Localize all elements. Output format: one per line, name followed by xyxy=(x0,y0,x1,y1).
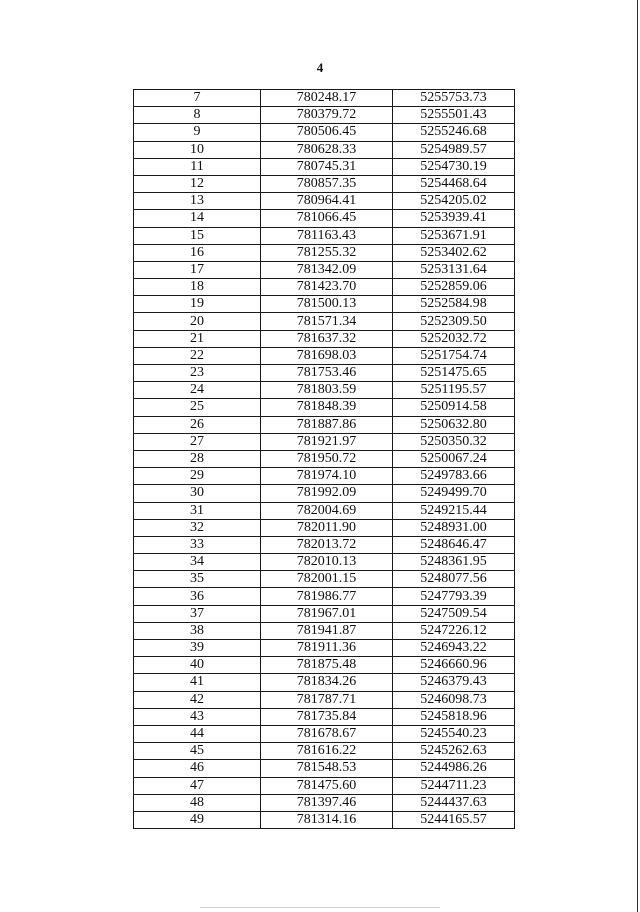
point-number-cell: 22 xyxy=(134,347,261,364)
y-coordinate-cell: 5250632.80 xyxy=(393,416,515,433)
x-coordinate-cell: 781066.45 xyxy=(261,210,393,227)
point-number-cell: 16 xyxy=(134,244,261,261)
y-coordinate-cell: 5251754.74 xyxy=(393,347,515,364)
table-row xyxy=(134,193,515,210)
x-coordinate-cell: 781753.46 xyxy=(261,365,393,382)
y-coordinate-cell: 5252032.72 xyxy=(393,330,515,347)
point-number-cell: 18 xyxy=(134,279,261,296)
point-number-cell: 20 xyxy=(134,313,261,330)
x-coordinate-cell: 782013.72 xyxy=(261,536,393,553)
x-coordinate-cell: 781548.53 xyxy=(261,760,393,777)
y-coordinate-cell: 5255246.68 xyxy=(393,124,515,141)
point-number-cell: 38 xyxy=(134,622,261,639)
point-number-cell: 34 xyxy=(134,554,261,571)
point-number-cell: 33 xyxy=(134,536,261,553)
table-row xyxy=(134,536,515,553)
table-row xyxy=(134,777,515,794)
x-coordinate-cell: 781974.10 xyxy=(261,468,393,485)
x-coordinate-cell: 781500.13 xyxy=(261,296,393,313)
table-row xyxy=(134,468,515,485)
point-number-cell: 10 xyxy=(134,141,261,158)
y-coordinate-cell: 5254730.19 xyxy=(393,158,515,175)
x-coordinate-cell: 781803.59 xyxy=(261,382,393,399)
y-coordinate-cell: 5245818.96 xyxy=(393,708,515,725)
point-number-cell: 44 xyxy=(134,725,261,742)
x-coordinate-cell: 780248.17 xyxy=(261,90,393,107)
table-row xyxy=(134,382,515,399)
x-coordinate-cell: 781698.03 xyxy=(261,347,393,364)
table-row xyxy=(134,347,515,364)
y-coordinate-cell: 5248931.00 xyxy=(393,519,515,536)
y-coordinate-cell: 5249783.66 xyxy=(393,468,515,485)
y-coordinate-cell: 5255753.73 xyxy=(393,90,515,107)
table-row xyxy=(134,107,515,124)
y-coordinate-cell: 5254468.64 xyxy=(393,175,515,192)
table-row xyxy=(134,485,515,502)
point-number-cell: 24 xyxy=(134,382,261,399)
x-coordinate-cell: 781314.16 xyxy=(261,811,393,828)
point-number-cell: 31 xyxy=(134,502,261,519)
table-row xyxy=(134,622,515,639)
x-coordinate-cell: 781423.70 xyxy=(261,279,393,296)
point-number-cell: 19 xyxy=(134,296,261,313)
x-coordinate-cell: 781921.97 xyxy=(261,433,393,450)
table-row xyxy=(134,811,515,828)
coordinates-table-body xyxy=(134,90,515,829)
table-row xyxy=(134,296,515,313)
x-coordinate-cell: 781787.71 xyxy=(261,691,393,708)
x-coordinate-cell: 780506.45 xyxy=(261,124,393,141)
x-coordinate-cell: 781255.32 xyxy=(261,244,393,261)
point-number-cell: 14 xyxy=(134,210,261,227)
y-coordinate-cell: 5253939.41 xyxy=(393,210,515,227)
table-row xyxy=(134,416,515,433)
table-row xyxy=(134,640,515,657)
y-coordinate-cell: 5246943.22 xyxy=(393,640,515,657)
y-coordinate-cell: 5244711.23 xyxy=(393,777,515,794)
table-row xyxy=(134,519,515,536)
point-number-cell: 37 xyxy=(134,605,261,622)
y-coordinate-cell: 5246379.43 xyxy=(393,674,515,691)
y-coordinate-cell: 5247226.12 xyxy=(393,622,515,639)
y-coordinate-cell: 5245540.23 xyxy=(393,725,515,742)
y-coordinate-cell: 5248077.56 xyxy=(393,571,515,588)
point-number-cell: 36 xyxy=(134,588,261,605)
x-coordinate-cell: 782001.15 xyxy=(261,571,393,588)
point-number-cell: 27 xyxy=(134,433,261,450)
point-number-cell: 48 xyxy=(134,794,261,811)
y-coordinate-cell: 5250067.24 xyxy=(393,450,515,467)
table-row xyxy=(134,313,515,330)
table-row xyxy=(134,261,515,278)
table-row xyxy=(134,725,515,742)
x-coordinate-cell: 782010.13 xyxy=(261,554,393,571)
y-coordinate-cell: 5255501.43 xyxy=(393,107,515,124)
point-number-cell: 45 xyxy=(134,743,261,760)
table-row xyxy=(134,210,515,227)
y-coordinate-cell: 5250914.58 xyxy=(393,399,515,416)
x-coordinate-cell: 781397.46 xyxy=(261,794,393,811)
x-coordinate-cell: 781342.09 xyxy=(261,261,393,278)
point-number-cell: 39 xyxy=(134,640,261,657)
point-number-cell: 47 xyxy=(134,777,261,794)
table-row xyxy=(134,743,515,760)
scan-bottom-mark xyxy=(200,907,440,908)
y-coordinate-cell: 5247509.54 xyxy=(393,605,515,622)
x-coordinate-cell: 781992.09 xyxy=(261,485,393,502)
y-coordinate-cell: 5247793.39 xyxy=(393,588,515,605)
point-number-cell: 23 xyxy=(134,365,261,382)
y-coordinate-cell: 5249499.70 xyxy=(393,485,515,502)
table-row xyxy=(134,571,515,588)
y-coordinate-cell: 5253131.64 xyxy=(393,261,515,278)
x-coordinate-cell: 782011.90 xyxy=(261,519,393,536)
x-coordinate-cell: 780964.41 xyxy=(261,193,393,210)
point-number-cell: 40 xyxy=(134,657,261,674)
x-coordinate-cell: 781571.34 xyxy=(261,313,393,330)
y-coordinate-cell: 5246098.73 xyxy=(393,691,515,708)
x-coordinate-cell: 781163.43 xyxy=(261,227,393,244)
point-number-cell: 15 xyxy=(134,227,261,244)
table-row xyxy=(134,227,515,244)
table-row xyxy=(134,708,515,725)
x-coordinate-cell: 781637.32 xyxy=(261,330,393,347)
y-coordinate-cell: 5252859.06 xyxy=(393,279,515,296)
table-row xyxy=(134,588,515,605)
y-coordinate-cell: 5244437.63 xyxy=(393,794,515,811)
table-row xyxy=(134,244,515,261)
point-number-cell: 8 xyxy=(134,107,261,124)
table-row xyxy=(134,794,515,811)
table-row xyxy=(134,279,515,296)
x-coordinate-cell: 780857.35 xyxy=(261,175,393,192)
y-coordinate-cell: 5250350.32 xyxy=(393,433,515,450)
table-row xyxy=(134,124,515,141)
point-number-cell: 26 xyxy=(134,416,261,433)
point-number-cell: 32 xyxy=(134,519,261,536)
table-row xyxy=(134,450,515,467)
x-coordinate-cell: 781911.36 xyxy=(261,640,393,657)
point-number-cell: 41 xyxy=(134,674,261,691)
point-number-cell: 35 xyxy=(134,571,261,588)
point-number-cell: 43 xyxy=(134,708,261,725)
scan-edge-line xyxy=(637,0,638,912)
x-coordinate-cell: 780379.72 xyxy=(261,107,393,124)
table-row xyxy=(134,175,515,192)
x-coordinate-cell: 781967.01 xyxy=(261,605,393,622)
x-coordinate-cell: 781735.84 xyxy=(261,708,393,725)
table-row xyxy=(134,399,515,416)
point-number-cell: 28 xyxy=(134,450,261,467)
y-coordinate-cell: 5249215.44 xyxy=(393,502,515,519)
x-coordinate-cell: 781475.60 xyxy=(261,777,393,794)
y-coordinate-cell: 5252584.98 xyxy=(393,296,515,313)
table-row xyxy=(134,158,515,175)
y-coordinate-cell: 5254205.02 xyxy=(393,193,515,210)
point-number-cell: 25 xyxy=(134,399,261,416)
y-coordinate-cell: 5245262.63 xyxy=(393,743,515,760)
y-coordinate-cell: 5244165.57 xyxy=(393,811,515,828)
table-row xyxy=(134,502,515,519)
y-coordinate-cell: 5254989.57 xyxy=(393,141,515,158)
x-coordinate-cell: 781616.22 xyxy=(261,743,393,760)
x-coordinate-cell: 781887.86 xyxy=(261,416,393,433)
x-coordinate-cell: 780628.33 xyxy=(261,141,393,158)
table-row xyxy=(134,365,515,382)
table-row xyxy=(134,691,515,708)
x-coordinate-cell: 781834.26 xyxy=(261,674,393,691)
y-coordinate-cell: 5253671.91 xyxy=(393,227,515,244)
y-coordinate-cell: 5251475.65 xyxy=(393,365,515,382)
point-number-cell: 7 xyxy=(134,90,261,107)
y-coordinate-cell: 5248361.95 xyxy=(393,554,515,571)
point-number-cell: 29 xyxy=(134,468,261,485)
page-number: 4 xyxy=(316,60,324,75)
table-row xyxy=(134,330,515,347)
y-coordinate-cell: 5252309.50 xyxy=(393,313,515,330)
x-coordinate-cell: 782004.69 xyxy=(261,502,393,519)
point-number-cell: 12 xyxy=(134,175,261,192)
y-coordinate-cell: 5253402.62 xyxy=(393,244,515,261)
point-number-cell: 17 xyxy=(134,261,261,278)
point-number-cell: 11 xyxy=(134,158,261,175)
x-coordinate-cell: 781986.77 xyxy=(261,588,393,605)
y-coordinate-cell: 5251195.57 xyxy=(393,382,515,399)
x-coordinate-cell: 781848.39 xyxy=(261,399,393,416)
point-number-cell: 13 xyxy=(134,193,261,210)
point-number-cell: 49 xyxy=(134,811,261,828)
y-coordinate-cell: 5246660.96 xyxy=(393,657,515,674)
coordinates-table xyxy=(133,89,515,829)
point-number-cell: 21 xyxy=(134,330,261,347)
x-coordinate-cell: 781678.67 xyxy=(261,725,393,742)
table-row xyxy=(134,674,515,691)
table-row xyxy=(134,554,515,571)
table-row xyxy=(134,90,515,107)
table-row xyxy=(134,433,515,450)
y-coordinate-cell: 5248646.47 xyxy=(393,536,515,553)
table-row xyxy=(134,760,515,777)
y-coordinate-cell: 5244986.26 xyxy=(393,760,515,777)
table-row xyxy=(134,141,515,158)
table-row xyxy=(134,657,515,674)
x-coordinate-cell: 781941.87 xyxy=(261,622,393,639)
point-number-cell: 46 xyxy=(134,760,261,777)
point-number-cell: 9 xyxy=(134,124,261,141)
x-coordinate-cell: 781875.48 xyxy=(261,657,393,674)
table-row xyxy=(134,605,515,622)
point-number-cell: 30 xyxy=(134,485,261,502)
x-coordinate-cell: 780745.31 xyxy=(261,158,393,175)
point-number-cell: 42 xyxy=(134,691,261,708)
x-coordinate-cell: 781950.72 xyxy=(261,450,393,467)
